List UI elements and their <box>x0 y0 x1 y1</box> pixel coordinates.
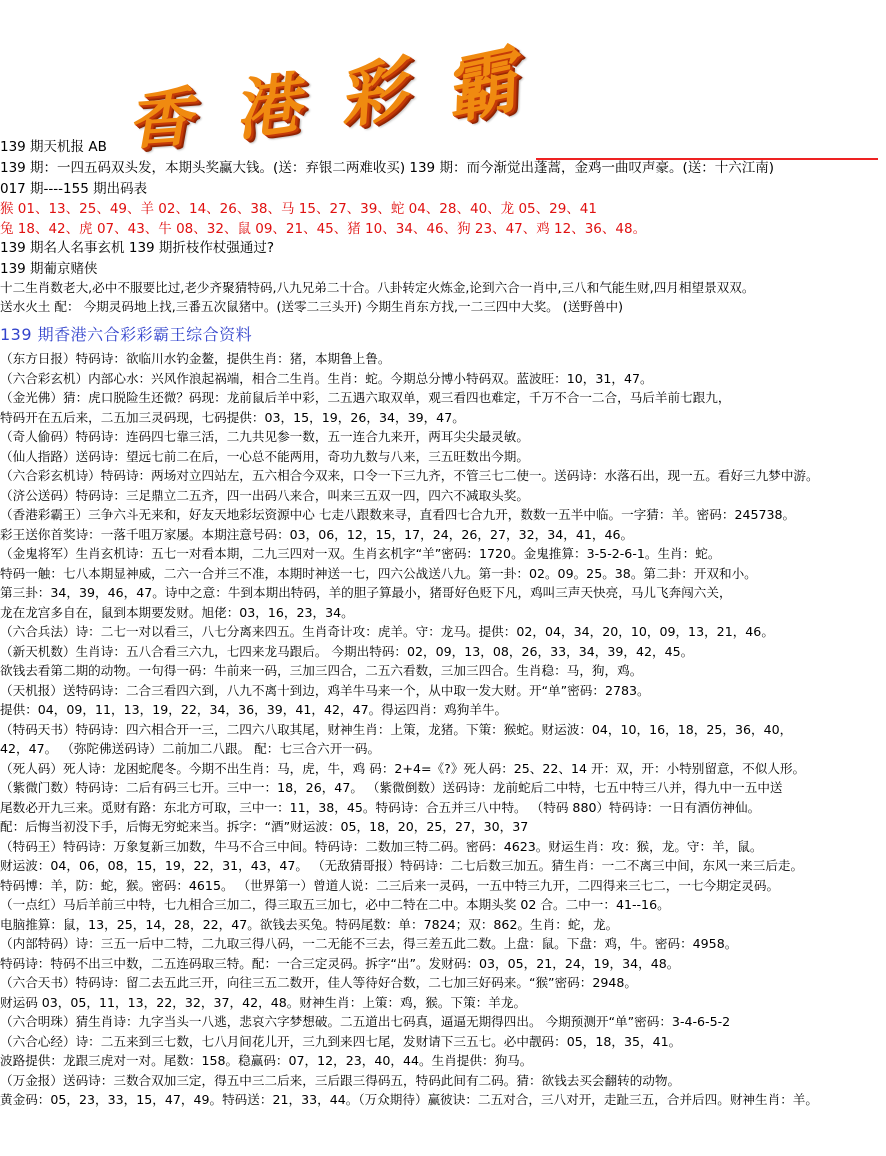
section-title: 139 期香港六合彩彩霸王综合资料 <box>0 325 253 344</box>
body-line: （金光佛）猜：虎口脱险生还微？码现：龙前鼠后羊中彩，二五遇六取双单，观三看四也难定，千万不合一二合，马后羊前七跟九， <box>0 390 731 405</box>
body-line: （六合兵法）诗：二七一对以看三，八七分离来四五。生肖奇计攻：虎羊。守：龙马。提供：02，04，34，20，10，09，13，21，46。 <box>0 624 774 639</box>
body-line: 波路提供：龙跟三虎对一对。尾数：158。稳赢码：07，12，23，40，44。生肖提供：狗马。 <box>0 1053 533 1068</box>
body-line: 配：后悔当初没下手，后悔无穷蛇来当。拆字：“酒”财运波：05，18，20，25，27，30，37 <box>0 819 529 834</box>
body-line: 财运波：04，06，08，15，19，22，31，43，47。 （无敌猜哥报）特码诗：二七后数三加五。猜生肖：一二不离三中间，东风一来三后走。 <box>0 858 804 873</box>
body-line: 彩王送你首奖诗：一落千咀万家屡。本期注意号码：03，06，12，15，17，24，26，27，32，34，41，46。 <box>0 526 634 542</box>
intro-line: 017 期----155 期出码表 <box>0 181 148 197</box>
intro-line: 139 期葡京赌侠 <box>0 261 98 277</box>
intro-line: 139 期：一四五码双头发，本期头奖赢大钱。(送：弃银二两难收买) 139 期：而今渐觉出蓬蒿，金鸡一曲叹声豪。(送：十六江南) <box>0 160 774 176</box>
body-line: 欲钱去看第二期的动物。一句得一码：牛前来一码，三加三四合，二五六看数，三加三四合。生肖稳：马，狗，鸡。 <box>0 663 643 678</box>
body-line: （死人码）死人诗：龙困蛇爬冬。今期不出生肖：马，虎，牛，鸡 码：2+4=《?》死人码：25、22、14 开：双，开：小特别留意，不似人形。 <box>0 760 806 776</box>
body-line: （万金报）送码诗：三数合双加三定，得五中三二后来，三后跟三得码五，特码此间有二码。猜：欲钱去买会翻转的动物。 <box>0 1072 681 1088</box>
body-line: （东方日报）特码诗：欲临川水钓金鳌，提供生肖：猪，本期鲁上鲁。 <box>0 351 391 366</box>
body-line: （紫微门数）特码诗：二后有码三七开。三中一：18，26，47。 （紫微倒数）送码诗：龙前蛇后二中特，七五中特三八并，得九中一五中送 <box>0 780 783 795</box>
body-line: （六合心经）诗：二五来到三七数，七八月间花儿开，三九到来四七尾，发财请下三五七。必中靓码：05，18，35，41。 <box>0 1033 682 1049</box>
body-line: （内部特码）诗：三五一后中二特，二九取三得八码，一二无能不三去，得三差五此二数。上盘：鼠。下盘：鸡，牛。密码：4958。 <box>0 936 738 951</box>
body-line: 电脑推算：鼠，13，25，14，28，22，47。欲钱去买兔。特码尾数：单：7824；双：862。生肖：蛇，龙。 <box>0 916 619 932</box>
body-line: （六合彩玄机）内部心水：兴风作浪起祸端，相合二生肖。生肖：蛇。今期总分博小特码双。蓝波旺：10，31，47。 <box>0 370 653 386</box>
body-line: 黄金码：05，23，33，15，47，49。特码送：21，33，44。（万众期待）赢彼诀：二五对合，三八对开，走趾三五，合并后四。财神生肖：羊。 <box>0 1092 818 1107</box>
logo-glyph: 霸 <box>436 36 525 135</box>
body-line: （特码天书）特码诗：四六相合开一三，二四六八取其尾，财神生肖：上策，龙猪。下策：猴蛇。财运波：04，10，16，18，25，36，40， <box>0 721 793 737</box>
body-line: （济公送码）特码诗：三足鼎立二五齐，四一出码八来合，叫来三五双一四，四六不减取头奖。 <box>0 487 529 503</box>
intro-line: 139 期天机报 AB <box>0 139 107 155</box>
intro-line: 139 期名人名事玄机 139 期折枝作杖强通过? <box>0 240 275 256</box>
body-line: （六合明珠）猜生肖诗：九字当头一八逃，悲哀六字梦想破。二五道出七码真，逼逼无期得四出。 今期预测开“单”密码：3-4-6-5-2 <box>0 1014 731 1029</box>
body-line: （特码王）特码诗：万象复新三加数，牛马不合三中间。特码诗：二数加三特二码。密码：4623。财运生肖：攻：猴，龙。守：羊，鼠。 <box>0 838 763 854</box>
body-line: （仙人指路）送码诗：望远七前二在后，一心总不能两用，奇功九数与八来，三五旺数出今期。 <box>0 448 529 464</box>
zodiac-number-table-row: 兔 18、42、虎 07、43、牛 08、32、鼠 09、21、45、猪 10、34、46、狗 23、47、鸡 12、36、48。 <box>0 221 647 237</box>
logo-glyph: 彩 <box>331 48 413 140</box>
body-line: 龙在龙宫多自在，鼠到本期要发财。旭佬：03，16，23，34。 <box>0 604 354 620</box>
body-line: （六合彩玄机诗）特码诗：两场对立四站左，五六相合今双来，口令一下三九齐，不管三七二使一。送码诗：水落石出，现一五。看好三九梦中游。 <box>0 468 819 483</box>
intro-line: 十二生肖数老大,必中不服要比过,老少齐聚猜特码,八九兄弟二十合。八卦转定火炼金,论到六合一肖中,三八和气能生财,四月相望景双双。 <box>0 280 755 295</box>
body-line: 提供：04，09，11，13，19，22，34，36，39，41，42，47。得运四肖：鸡狗羊牛。 <box>0 702 508 717</box>
body-line: （香港彩霸王）三争六斗无来和，好友天地彩坛资源中心 七走八跟数来寻，直看四七合九开，数数一五半中临。一字猜：羊。密码：245738。 <box>0 507 796 522</box>
body-line: （一点红）马后羊前三中特，七九相合三加二，得三取五三加七，必中二特在二中。本期头奖 02 合。二中一：41--16。 <box>0 897 670 912</box>
body-line: 尾数必开九三来。觅财有路：东北方可取，三中一：11，38，45。特码诗：合五并三八中特。 （特码 880）特码诗：一日有酒仿神仙。 <box>0 799 761 815</box>
body-line: 第三卦：34，39，46，47。诗中之意：牛到本期出特码，羊的胆子算最小，猪哥好色贬下凡，鸡叫三声天快亮，马儿飞奔闯六关， <box>0 585 732 600</box>
logo-banner <box>124 28 535 160</box>
intro-line: 送水火土 配： 今期灵码地上找,三番五次鼠猪中。(送零二三头开) 今期生肖东方找,一二三四中大奖。 (送野兽中) <box>0 299 623 314</box>
logo-glyph: 香 <box>124 79 194 160</box>
body-line: 特码博：羊，防：蛇，猴。密码：4615。 （世界第一）曾道人说：二三后来一灵码，一五中特三九开，二四得来三七二，一七今期定灵码。 <box>0 877 780 893</box>
body-line: 特码一触：七八本期显神威，二六一合并三不准，本期时神送一七，四六公战送八九。第一卦：02。09。25。38。第二卦：开双和小。 <box>0 565 757 581</box>
body-line: 特码开在五后来，二五加三灵码现，七码提供：03，15，19，26，34，39，47。 <box>0 409 465 425</box>
body-line: 42，47。 （弥陀佛送码诗）二前加二八跟。 配：七三合六开一码。 <box>0 741 381 756</box>
body-line: 特码诗：特码不出三中数，二五连码取三特。配：一合三定灵码。拆字“出”。发财码：03，05，21，24，19，34，48。 <box>0 955 680 971</box>
body-line: （奇人偷码）特码诗：连码四七靠三活，二九共见参一数，五一连合九来开，两耳尖尖最灵敏。 <box>0 429 529 444</box>
body-line: （天机报）送特码诗：二合三看四六到，八九不离十到边，鸡羊牛马来一个，从中取一发大财。开“单”密码：2783。 <box>0 682 650 698</box>
logo-glyph: 港 <box>228 63 305 151</box>
body-line: （六合天书）特码诗：留二去五此三开，向往三五二数开，佳人等待好合数，二七加三好码来。“猴”密码：2948。 <box>0 975 638 990</box>
zodiac-number-table-row: 猴 01、13、25、49、羊 02、14、26、38、马 15、27、39、蛇 04、28、40、龙 05、29、41 <box>0 201 597 217</box>
body-line: 财运码 03，05，11，13，22，32，37，42，48。财神生肖：上策：鸡，猴。下策：羊龙。 <box>0 994 527 1010</box>
body-line: （新天机数）生肖诗：五八合看三六九，七四来龙马跟后。 今期出特码：02，09，13，08，26，33，34，39，42，45。 <box>0 643 694 659</box>
body-line: （金鬼将军）生肖玄机诗：五七一对看本期，二九三四对一双。生肖玄机字“羊”密码：1720。金鬼推算：3-5-2-6-1。生肖：蛇。 <box>0 546 721 561</box>
